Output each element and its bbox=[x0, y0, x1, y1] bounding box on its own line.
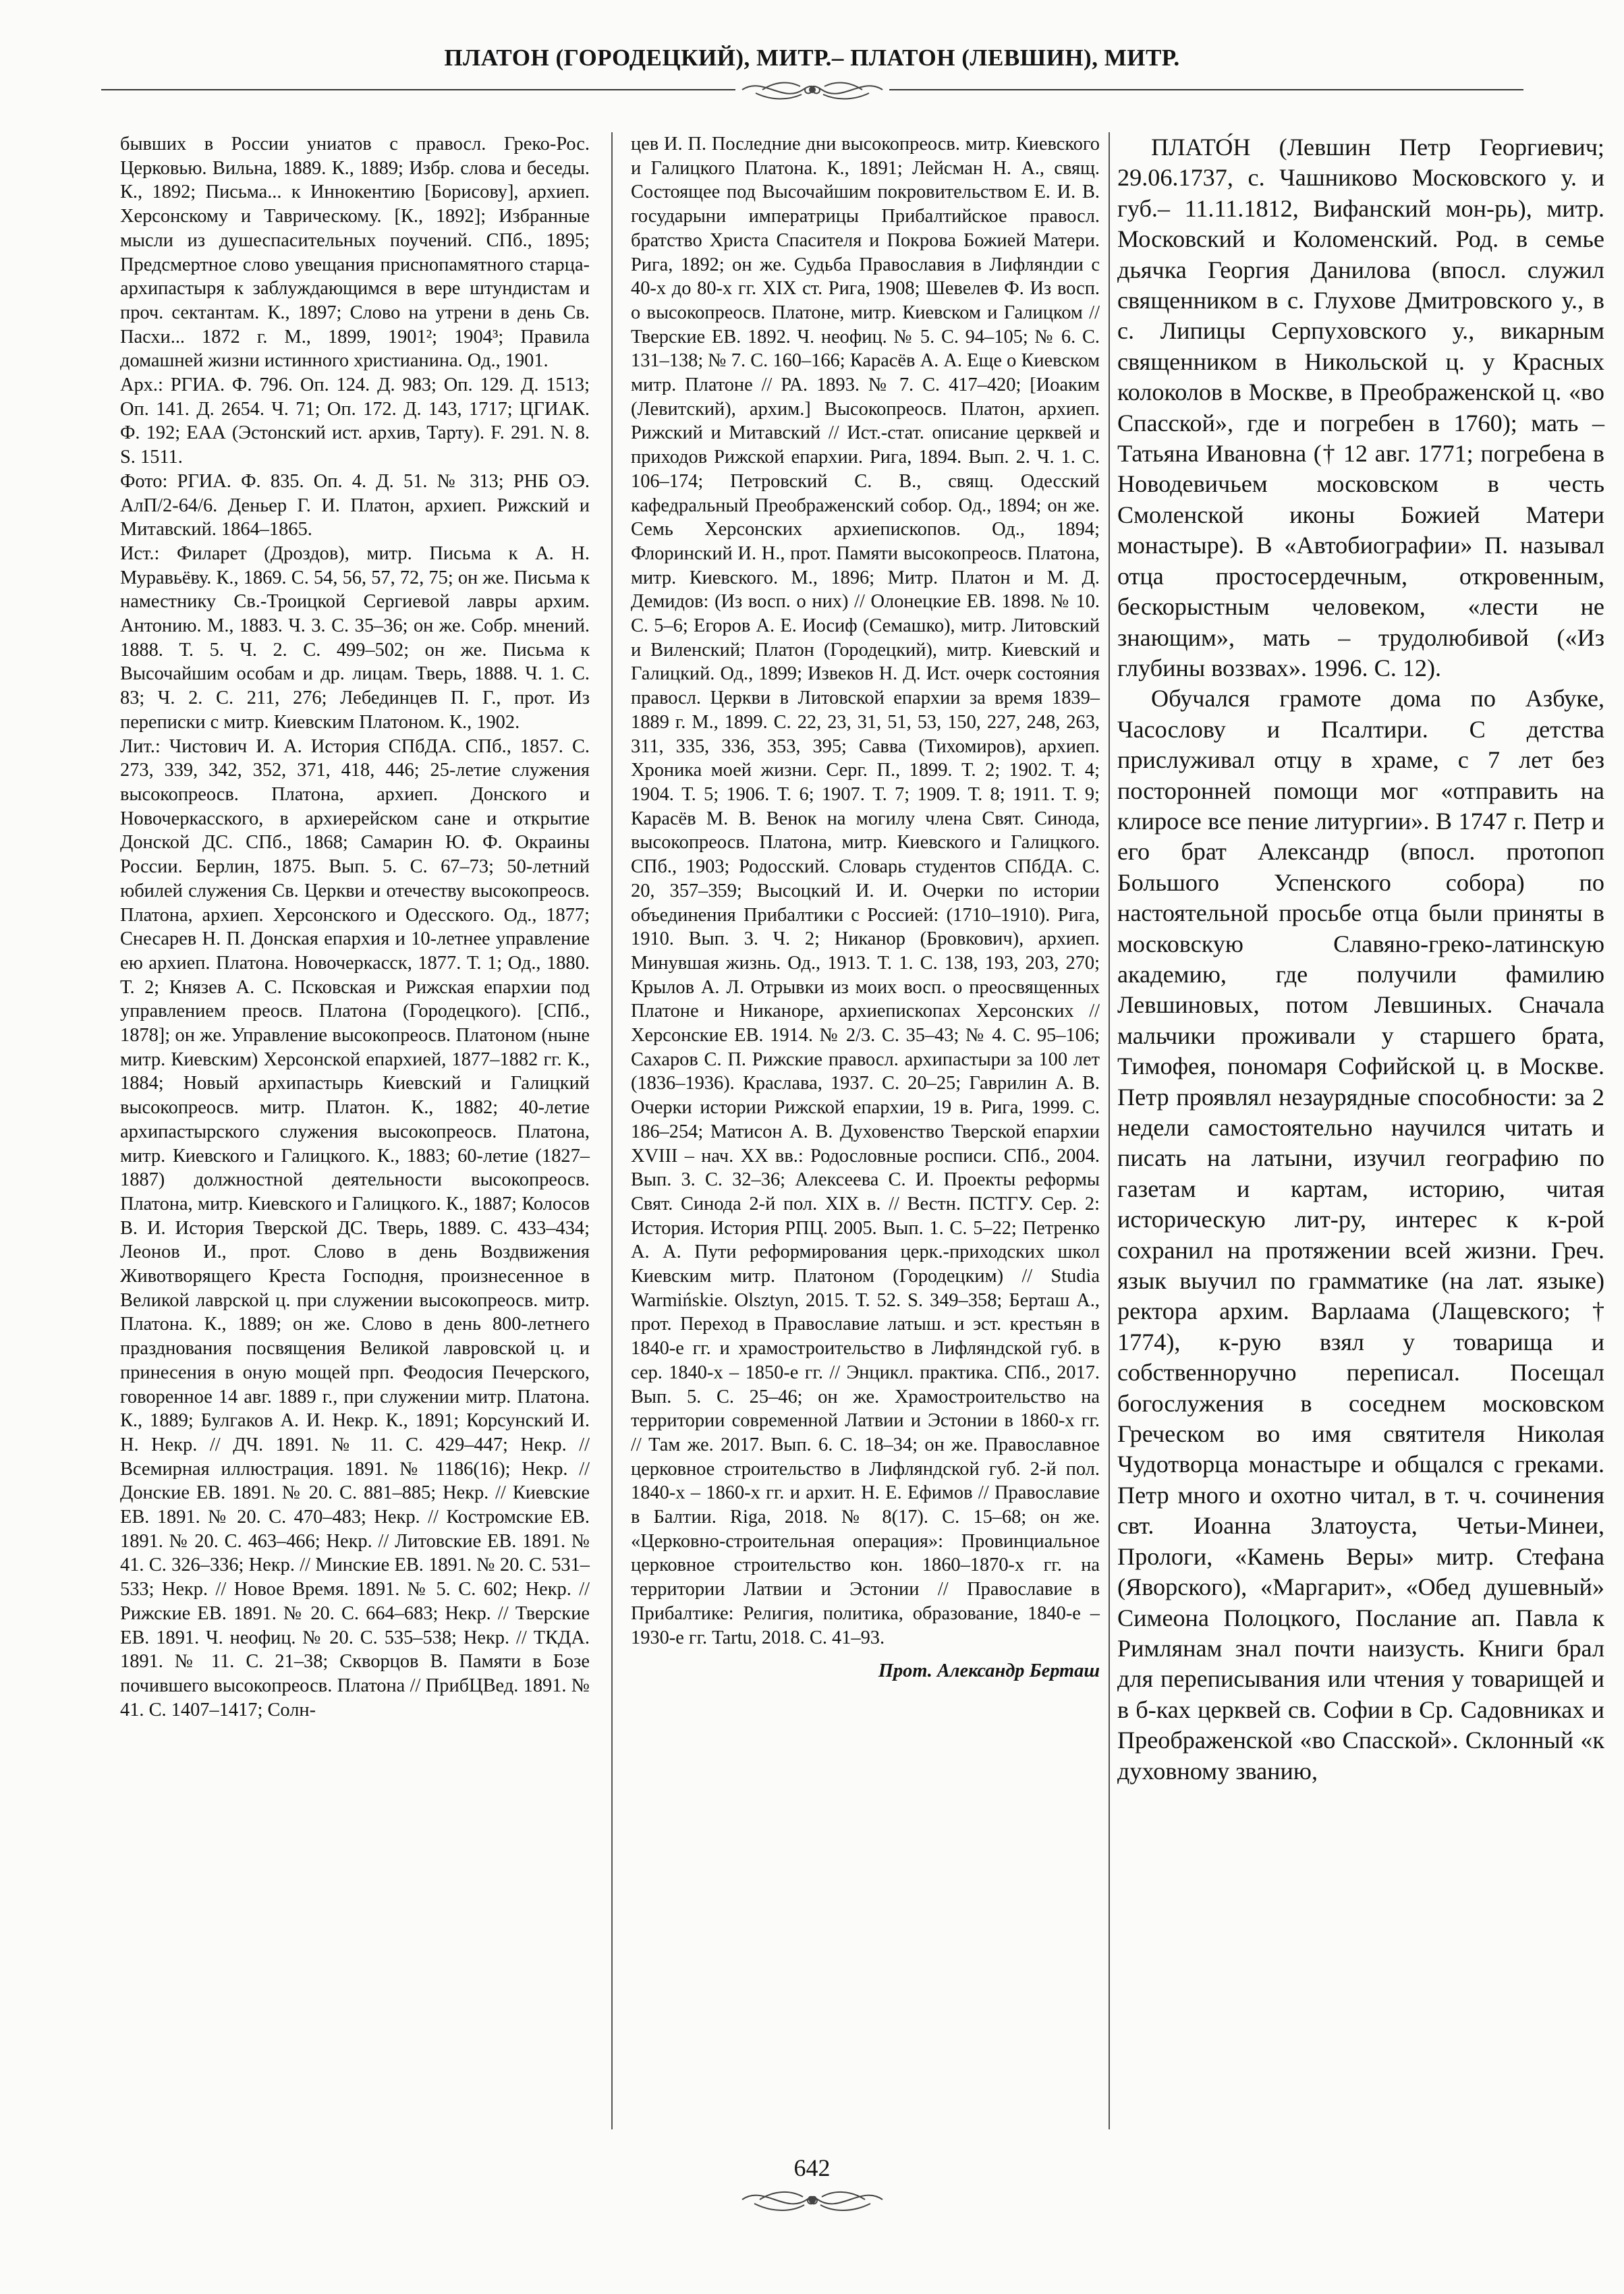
column-divider-right bbox=[1109, 132, 1110, 2129]
paragraph-literature-continued: цев И. П. Последние дни высокопреосв. митр. Киевского и Галицкого Платона. К., 1891; Лейсман Н. А., свящ. Состоящее под Высочайшим покровительством Е. И. В. государыни императрицы Прибалтийское правосл. братство Христа Спасителя и Покрова Божией Матери. Рига, 1892; он же. Судьба Православия в Лифляндии с 40-х до 80-х гг. XIX ст. Рига, 1908; Шевелев Ф. Из восп. о высокопреосв. Платоне, митр. Киевском и Галицком // Тверские ЕВ. 1892. Ч. неофиц. № 5. С. 94–105; № 6. С. 131–138; № 7. С. 160–166; Карасёв А. А. Еще о Киевском митр. Платоне // РА. 1893. № 7. С. 417–420; [Иоаким (Левитский), архим.] Высокопреосв. Платон, архиеп. Рижский и Митавский // Ист.-стат. описание церквей и приходов Рижской епархии. Рига, 1894. Вып. 2. Ч. 1. С. 106–174; Петровский С. В., свящ. Одесский кафедральный Преображенский собор. Од., 1894; он же. Семь Херсонских архиепископов. Од., 1894; Флоринский И. Н., прот. Памяти высокопреосв. Платона, митр. Киевского. М., 1896; Митр. Платон и М. Д. Демидов: (Из восп. о них) // Олонецкие ЕВ. 1898. № 10. С. 5–6; Егоров А. Е. Иосиф (Семашко), митр. Литовский и Виленский; Платон (Городецкий), митр. Киевский и Галицкий. Од., 1899; Извеков Н. Д. Ист. очерк состояния правосл. Церкви в Литовской епархии за время 1839–1889 г. М., 1899. С. 22, 23, 31, 51, 53, 150, 227, 248, 263, 311, 335, 336, 353, 395; Савва (Тихомиров), архиеп. Хроника моей жизни. Серг. П., 1899. Т. 2; 1902. Т. 4; 1904. Т. 5; 1906. Т. 6; 1907. Т. 7; 1909. Т. 8; 1911. Т. 9; Карасёв М. В. Венок на могилу члена Свят. Синода, высокопреосв. Платона, митр. Киевского и Галицкого. СПб., 1903; Родосский. Словарь студентов СПбДА. С. 20, 357–359; Высоцкий И. И. Очерки по истории объединения Прибалтики с Россией: (1710–1910). Рига, 1910. Вып. 3. Ч. 2; Никанор (Бровкович), архиеп. Минувшая жизнь. Од., 1913. Т. 1. С. 138, 193, 203, 270; Крылов А. Л. Отрывки из моих восп. о преосвященных Платоне и Никаноре, архиепископах Херсонских // Херсонские ЕВ. 1914. № 2/3. С. 35–43; № 4. С. 95–106; Сахаров С. П. Рижские правосл. архипастыри за 100 лет (1836–1936). Краслава, 1937. С. 20–25; Гаврилин А. В. Очерки истории Рижской епархии, 19 в. Рига, 1999. С. 186–254; Матисон А. В. Духовенство Тверской епархии XVIII – нач. XX вв.: Родословные росписи. СПб., 2004. Вып. 3. С. 32–36; Алексеева С. И. Проекты реформы Свят. Синода 2-й пол. XIX в. // Вестн. ПСТГУ. Сер. 2: История. История РПЦ. 2005. Вып. 1. С. 5–22; Петренко А. А. Пути реформирования церк.-приходских школ Киевским митр. Платоном (Городецким) // Studia Warmińskie. Olsztyn, 2015. Т. 52. S. 349–358; Берташ А., прот. Переход в Православие латыш. и эст. крестьян в 1840-е гг. и храмостроительство в Лифляндской губ. в сер. 1840-х – 1850-е гг. // Энцикл. практика. СПб., 2017. Вып. 5. С. 25–46; он же. Храмостроительство на территории современной Латвии и Эстонии в 1860-х гг. // Там же. 2017. Вып. 6. С. 18–34; он же. Православное церковное строительство в Лифляндской губ. 2-й пол. 1840-х – 1860-х гг. и архит. Н. Е. Ефимов // Православие в Балтии. Riga, 2018. № 8(17). С. 15–68; он же. «Церковно-строительная операция»: Провинциальное церковное строительство кон. 1860–1870-х гг. на территории Латвии и Эстонии // Православие в Прибалтике: Религия, политика, образование, 1840-е – 1930-е гг. Tartu, 2018. С. 41–93. bbox=[631, 134, 1100, 1648]
footer-ornament-icon bbox=[737, 2173, 888, 2220]
header-rule-right bbox=[889, 89, 1523, 90]
page-number: 642 bbox=[793, 2154, 831, 2181]
article-lead-paragraph: ПЛАТО́Н (Левшин Петр Георгиевич; 29.06.1737, с. Чашниково Московского у. и губ.– 11.11.1812, Вифанский мон-рь), митр. Московский и Коломенский. Род. в семье дьячка Георгия Данилова (впосл. служил священником в с. Глухове Дмитровского у., в с. Липицы Серпуховского у., викарным священником в Никольской ц. у Красных колоколов в Москве, в Преображенской ц. «во Спасской», где и погребен в 1760); мать – Татьяна Ивановна († 12 авг. 1771; погребена в Новодевичьем московском в честь Смоленской иконы Божией Матери монастыре). В «Автобиографии» П. называл отца простосердечным, откровенным, бескорыстным человеком, «лести не знающим», мать – трудолюбивой («Из глубины воззвах». 1996. С. 12). bbox=[1117, 134, 1604, 681]
author-signature: Прот. Александр Берташ bbox=[878, 1660, 1100, 1682]
running-head: ПЛАТОН (ГОРОДЕЦКИЙ), МИТР.– ПЛАТОН (ЛЕВШИН), МИТР. bbox=[444, 45, 1180, 71]
column-3 bbox=[1117, 132, 1604, 1787]
header-rule-left bbox=[101, 89, 735, 90]
paragraph-archives: Арх.: РГИА. Ф. 796. Оп. 124. Д. 983; Оп. 129. Д. 1513; Оп. 141. Д. 2654. Ч. 71; Оп. 172. Д. 143, 1717; ЦГИАК. Ф. 192; ЕАА (Эстонский ист. архив, Тарту). F. 291. N. 8. S. 1511. bbox=[120, 374, 590, 468]
paragraph-photo: Фото: РГИА. Ф. 835. Оп. 4. Д. 51. № 313; РНБ ОЭ. АлП/2-64/6. Деньер Г. И. Платон, архиеп. Рижский и Митавский. 1864–1865. bbox=[120, 470, 590, 540]
column-1 bbox=[120, 132, 590, 1722]
article-paragraph: Обучался грамоте дома по Азбуке, Часослову и Псалтири. С детства прислуживал отцу в храме, с 7 лет без посторонней помощи мог «отправить на клиросе все пение литургии». В 1747 г. Петр и его брат Александр (впосл. протопоп Большого Успенского собора) по настоятельной просьбе отца были приняты в московскую Славяно-греко-латинскую академию, где получили фамилию Левшиновых, потом Левшиных. Сначала мальчики проживали у старшего брата, Тимофея, пономаря Софийской ц. в Москве. Петр проявлял незаурядные способности: за 2 недели самостоятельно научился читать и писать на латыни, изучил географию по газетам и картам, историю, читая историческую лит-ру, интерес к к-рой сохранил на протяжении всей жизни. Греч. язык выучил по грамматике (на лат. языке) ректора архим. Варлаама (Лащевского; † 1774), к-рую взял у товарища и собственноручно переписал. Посещал богослужения в соседнем московском Греческом во имя святителя Николая Чудотворца монастыре и общался с греками. Петр много и охотно читал, в т. ч. сочинения свт. Иоанна Златоуста, Четьи-Минеи, Прологи, «Камень Веры» митр. Стефана (Яворского), «Маргарит», «Обед душевный» Симеона Полоцкого, Послание ап. Павла к Римлянам знал почти наизусть. Книги брал для переписывания или чтения у товарищей и в б-ках церквей св. Софии в Ср. Садовниках и Преображенской «во Спасской». Склонный «к духовному званию, bbox=[1117, 685, 1604, 1785]
paragraph-literature: Лит.: Чистович И. А. История СПбДА. СПб., 1857. С. 273, 339, 342, 352, 371, 418, 446; 25-летие служения высокопреосв. Платона, архиеп. Донского и Новочеркасского, в архиерейском сане и открытие Донской ДС. СПб., 1868; Самарин Ю. Ф. Окраины России. Берлин, 1875. Вып. 5. С. 67–73; 50-летний юбилей служения Св. Церкви и отечеству высокопреосв. Платона, архиеп. Херсонского и Одесского. Од., 1877; Снесарев Н. П. Донская епархия и 10-летнее управление ею архиеп. Платона. Новочеркасск, 1877. Т. 1; Од., 1880. Т. 2; Князев А. С. Псковская и Рижская епархии под управлением преосв. Платона (Городецкого). [СПб., 1878]; он же. Управление высокопреосв. Платоном (ныне митр. Киевским) Херсонской епархией, 1877–1882 гг. К., 1884; Новый архипастырь Киевский и Галицкий высокопреосв. митр. Платон. К., 1882; 40-летие архипастырского служения высокопреосв. Платона, митр. Киевского и Галицкого. К., 1883; 60-летие (1827–1887) должностной деятельности высокопреосв. Платона, митр. Киевского и Галицкого. К., 1887; Колосов В. И. История Тверской ДС. Тверь, 1889. С. 433–434; Леонов И., прот. Слово в день Воздвижения Животворящего Креста Господня, произнесенное в Великой лаврской ц. при служении высокопреосв. митр. Платона. К., 1889; он же. Слово в день 800-летнего празднования посвящения Великой лавровской ц. и принесения в оную мощей прп. Феодосия Печерского, говоренное 14 авг. 1889 г., при служении митр. Платона. К., 1889; Булгаков А. И. Некр. К., 1891; Корсунский И. Н. Некр. // ДЧ. 1891. № 11. С. 429–447; Некр. // Всемирная иллюстрация. 1891. № 1186(16); Некр. // Донские ЕВ. 1891. № 20. С. 881–885; Некр. // Киевские ЕВ. 1891. № 20. С. 470–483; Некр. // Костромские ЕВ. 1891. № 20. С. 463–466; Некр. // Литовские ЕВ. 1891. № 41. С. 326–336; Некр. // Минские ЕВ. 1891. № 20. С. 531–533; Некр. // Новое Время. 1891. № 5. С. 602; Некр. // Рижские ЕВ. 1891. № 20. С. 664–683; Некр. // Тверские ЕВ. 1891. Ч. неофиц. № 20. С. 535–538; Некр. // ТКДА. 1891. № 11. С. 21–38; Скворцов В. Памяти в Бозе почившего высокопреосв. Платона // ПрибЦВед. 1891. № 41. С. 1407–1417; Солн- bbox=[120, 735, 590, 1720]
paragraph-sources: Ист.: Филарет (Дроздов), митр. Письма к А. Н. Муравьёву. К., 1869. С. 54, 56, 57, 72, 75; он же. Письма к наместнику Св.-Троицкой Сергиевой лавры архим. Антонию. М., 1883. Ч. 3. С. 35–36; он же. Собр. мнений. 1888. Т. 5. Ч. 2. С. 499–502; он же. Письма к Высочайшим особам и др. лицам. Тверь, 1888. Ч. 1. С. 83; Ч. 2. С. 211, 276; Лебединцев П. Г., прот. Из переписки с митр. Киевским Платоном. К., 1902. bbox=[120, 542, 590, 733]
page-header bbox=[0, 45, 1624, 72]
column-divider-left bbox=[611, 132, 613, 2129]
paragraph-works-continued: бывших в России униатов с правосл. Греко-Рос. Церковью. Вильна, 1889. К., 1889; Избр. слова и беседы. К., 1892; Письма... к Иннокентию [Борисову], архиеп. Херсонскому и Таврическому. [К., 1892]; Избранные мысли из душеспасительных поучений. СПб., 1895; Предсмертное слово увещания приснопамятного старца-архипастыря к заблуждающимся в вере штундистам и проч. сектантам. К., 1897; Слово на утрени в день Св. Пасхи... 1872 г. М., 1899, 1901²; 1904³; Правила домашней жизни истинного христианина. Од., 1901. bbox=[120, 134, 590, 372]
column-2 bbox=[631, 132, 1100, 1683]
header-ornament-icon bbox=[735, 73, 889, 107]
